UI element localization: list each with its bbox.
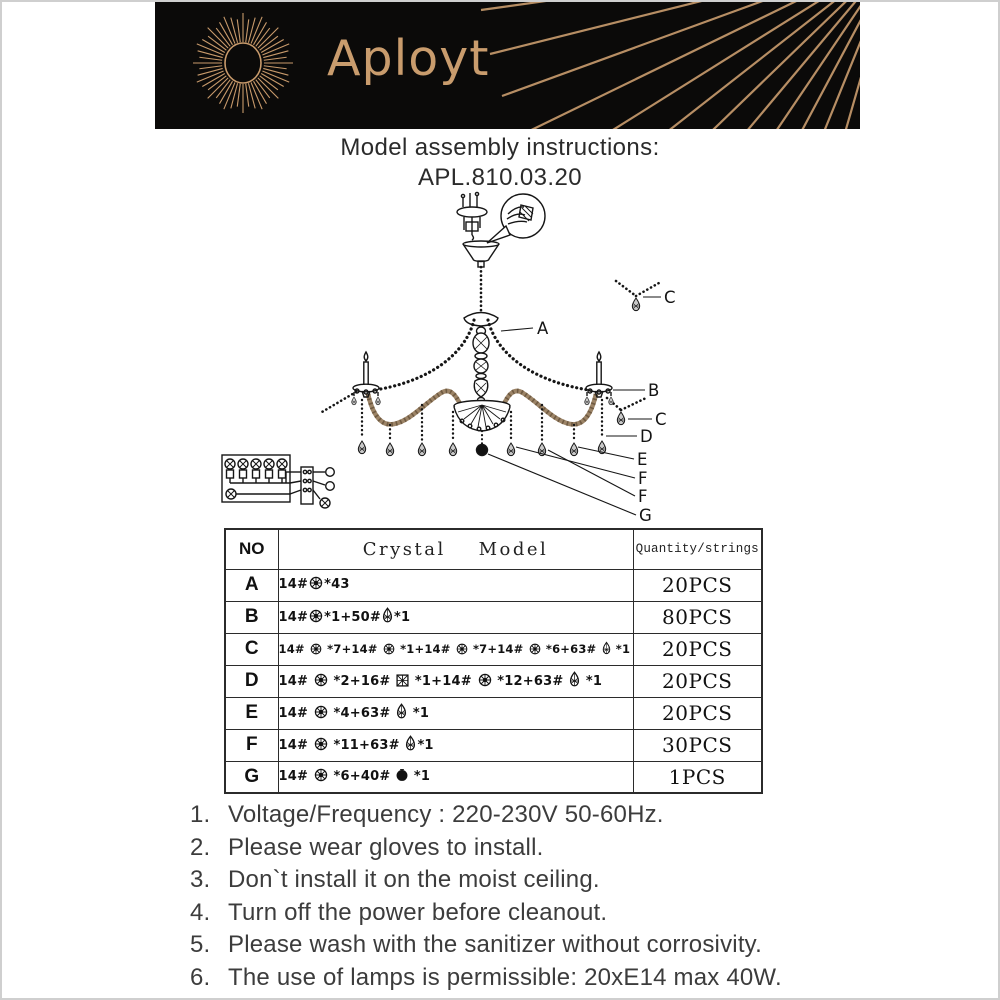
crystal-model-cell: 14# *2+16# *1+14# *12+63# *1: [278, 665, 633, 697]
page-title: [0, 133, 1000, 193]
table-row: [225, 761, 762, 793]
part-label-f1: F: [638, 469, 648, 488]
candle-arm-right: [586, 352, 612, 397]
ball-crystal-icon: [396, 767, 408, 786]
instructions-list: [190, 799, 870, 995]
crystal-model-cell: 14# *11+63# *1: [278, 729, 633, 761]
octagon-bead-icon: [383, 643, 395, 658]
octagon-bead-icon: [310, 643, 322, 658]
instruction-number: 2.: [190, 833, 211, 861]
quantity-cell: 30PCS: [633, 729, 762, 761]
part-label-g: G: [639, 506, 652, 525]
part-label-c-side: C: [655, 410, 667, 429]
outer-arm-left: [322, 392, 356, 412]
ceiling-mount-detail: [457, 192, 487, 240]
instruction-number: 6.: [190, 963, 211, 991]
quantity-cell: 80PCS: [633, 601, 762, 633]
instruction-item: [190, 799, 870, 832]
centre-bowl: [454, 401, 510, 432]
crystal-model-cell: 14# *7+14# *1+14# *7+14# *6+63# *1: [278, 633, 633, 665]
part-label-e: E: [637, 450, 648, 469]
col-header-no: NO: [225, 529, 278, 569]
octagon-bead-icon: [314, 705, 328, 723]
table-row: [225, 665, 762, 697]
quantity-cell: 20PCS: [633, 633, 762, 665]
table-row: [225, 729, 762, 761]
octagon-bead-icon: [309, 609, 323, 627]
crystal-model-cell: 14# *43: [278, 569, 633, 601]
instruction-item: [190, 929, 870, 962]
instruction-text: Don`t install it on the moist ceiling.: [228, 866, 600, 894]
crystal-table: [224, 528, 763, 794]
crystal-model-cell: 14# *1+50# *1: [278, 601, 633, 633]
part-label-c-top: C: [664, 288, 676, 307]
instruction-item: [190, 832, 870, 865]
instruction-item: [190, 864, 870, 897]
col-header-qty: Quantity/strings: [633, 529, 762, 569]
crystal-model-cell: 14# *6+40# *1: [278, 761, 633, 793]
decor-rays-icon: [155, 0, 860, 129]
crystal-table-body: [225, 569, 762, 793]
octagon-bead-icon: [309, 576, 323, 594]
title-line-1: Model assembly instructions:: [340, 134, 660, 161]
row-letter: A: [225, 569, 278, 601]
table-row: [225, 569, 762, 601]
octagon-bead-icon: [314, 737, 328, 755]
octagon-bead-icon: [456, 643, 468, 658]
table-header-row: [225, 529, 762, 569]
row-letter: E: [225, 697, 278, 729]
part-label-d: D: [640, 427, 653, 446]
instruction-text: Voltage/Frequency : 220-230V 50-60Hz.: [228, 801, 664, 828]
crystal-model-cell: 14# *4+63# *1: [278, 697, 633, 729]
part-label-f2: F: [638, 487, 648, 506]
canopy: [463, 241, 499, 267]
centre-column: [464, 313, 498, 403]
teardrop-crystal-icon: [569, 671, 580, 691]
brand-wordmark: Aployt: [327, 30, 490, 87]
teardrop-crystal-icon: [602, 641, 611, 658]
quantity-cell: 20PCS: [633, 697, 762, 729]
octagon-bead-icon: [529, 643, 541, 658]
wire-connection-magnifier-icon: [487, 194, 545, 243]
part-label-a: A: [537, 319, 549, 338]
col-header-model: Crystal Model: [278, 529, 633, 569]
row-letter: D: [225, 665, 278, 697]
instruction-text: Please wash with the sanitizer without corrosivity.: [228, 931, 762, 959]
table-row: [225, 601, 762, 633]
quantity-cell: 20PCS: [633, 569, 762, 601]
instruction-item: [190, 897, 870, 930]
row-letter: B: [225, 601, 278, 633]
instruction-number: 4.: [190, 898, 211, 926]
instruction-text: Please wear gloves to install.: [228, 833, 544, 861]
instruction-item: [190, 962, 870, 995]
finial-ball-icon: [477, 445, 488, 456]
square-crystal-icon: [396, 674, 409, 691]
quantity-cell: 1PCS: [633, 761, 762, 793]
row-letter: G: [225, 761, 278, 793]
candle-arm-left: [353, 352, 379, 397]
instruction-number: 5.: [190, 931, 211, 959]
instruction-text: The use of lamps is permissible: 20xE14 max 40W.: [228, 963, 782, 991]
part-label-b: B: [648, 381, 660, 400]
octagon-bead-icon: [314, 768, 328, 786]
teardrop-crystal-icon: [382, 607, 393, 627]
row-letter: F: [225, 729, 278, 761]
row-letter: C: [225, 633, 278, 665]
teardrop-crystal-icon: [396, 703, 407, 723]
model-number: APL.810.03.20: [417, 164, 582, 191]
brand-banner: [155, 0, 860, 129]
octagon-bead-icon: [314, 673, 328, 691]
chandelier-diagram: [200, 190, 700, 530]
table-row: [225, 633, 762, 665]
instruction-number: 1.: [190, 801, 211, 828]
quantity-cell: 20PCS: [633, 665, 762, 697]
instruction-number: 3.: [190, 866, 211, 894]
bead-swag-left: [368, 320, 474, 391]
v-connector-detail: [616, 281, 659, 296]
wiring-diagram: [222, 455, 334, 508]
octagon-bead-icon: [478, 673, 492, 691]
leader-lines: [488, 297, 661, 515]
teardrop-crystal-icon: [405, 735, 416, 755]
instruction-text: Turn off the power before cleanout.: [228, 898, 608, 926]
table-row: [225, 697, 762, 729]
